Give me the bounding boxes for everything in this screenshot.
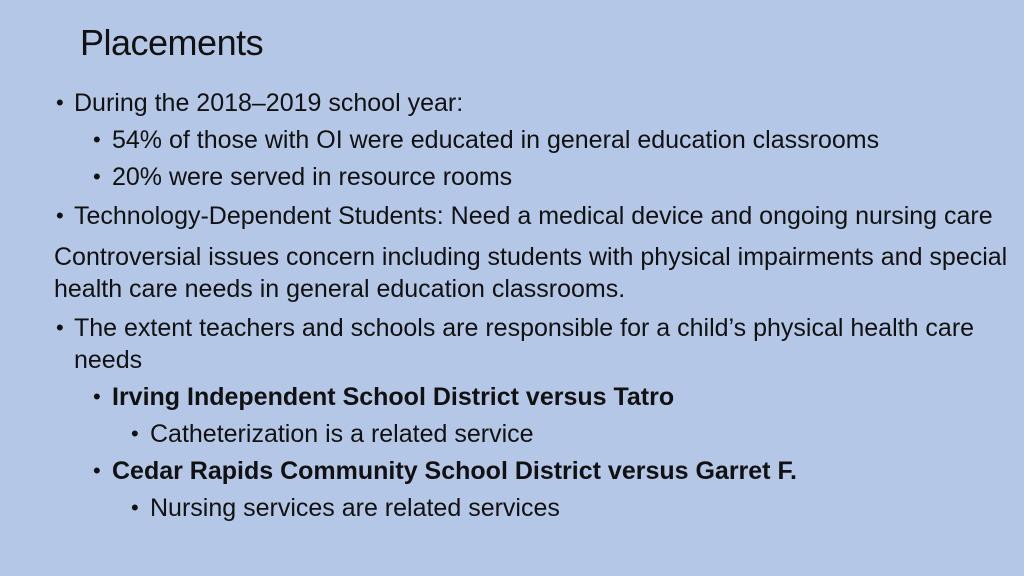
- bullet-text: Catheterization is a related service: [150, 420, 534, 448]
- bullet-text: Technology-Dependent Students: Need a medical device and ongoing nursing care: [74, 202, 993, 230]
- bullet-icon: •: [56, 203, 64, 228]
- bullet-icon: •: [93, 384, 101, 409]
- bullet-text: During the 2018–2019 school year:: [74, 89, 464, 117]
- bullet-item: [54, 312, 1014, 376]
- sub-bullet-item: [54, 455, 1014, 487]
- sub-bullet-item: [54, 381, 1014, 413]
- bullet-icon: •: [131, 421, 139, 446]
- bullet-item: [54, 200, 1014, 232]
- paragraph: Controversial issues concern including students with physical impairments and special health care needs in general education classrooms.: [54, 243, 1008, 303]
- sub-sub-bullet-item: [54, 418, 1014, 450]
- bullet-text: 54% of those with OI were educated in general education classrooms: [112, 126, 880, 154]
- sub-sub-bullet-item: [54, 492, 1014, 524]
- bullet-text: The extent teachers and schools are responsible for a child’s physical health care needs: [74, 314, 975, 374]
- bullet-text: 20% were served in resource rooms: [112, 163, 513, 191]
- bullet-item: [54, 87, 1014, 119]
- slide-title: Placements: [80, 22, 264, 63]
- bullet-icon: •: [131, 495, 139, 520]
- case-name: Cedar Rapids Community School District versus Garret F.: [112, 457, 797, 485]
- bullet-icon: •: [56, 315, 64, 340]
- bullet-text: Nursing services are related services: [150, 494, 560, 522]
- sub-bullet-item: [54, 124, 1014, 156]
- sub-bullet-item: [54, 161, 1014, 193]
- bullet-icon: •: [93, 164, 101, 189]
- slide-body: [54, 87, 1014, 524]
- bullet-icon: •: [93, 458, 101, 483]
- case-name: Irving Independent School District versus Tatro: [112, 383, 675, 411]
- bullet-icon: •: [93, 127, 101, 152]
- bullet-icon: •: [56, 90, 64, 115]
